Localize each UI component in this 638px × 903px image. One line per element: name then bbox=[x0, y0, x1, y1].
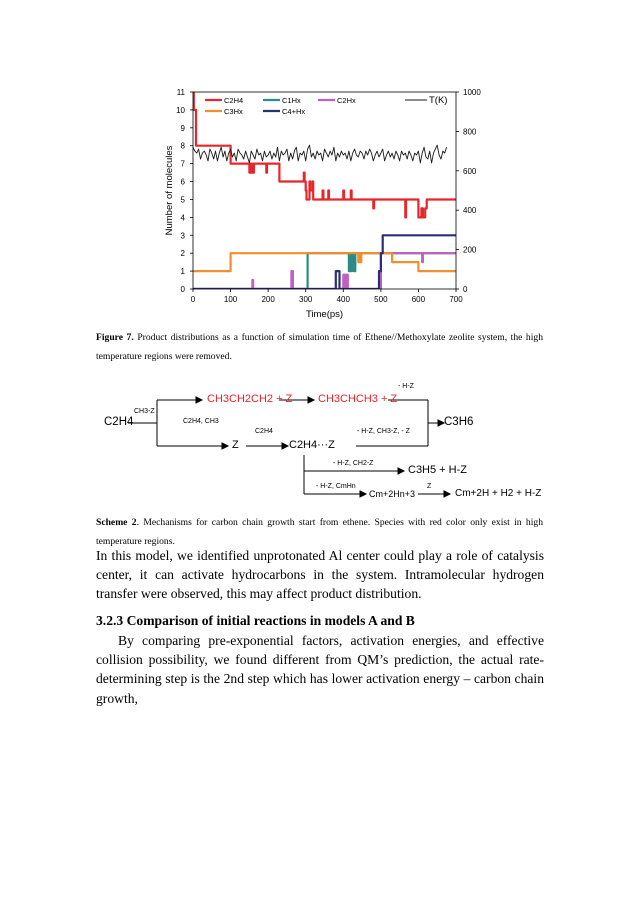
scheme-reactant: C2H4 bbox=[104, 416, 134, 428]
scheme-c2h4-label: C2H4 bbox=[255, 428, 273, 435]
paragraph-comparison: By comparing pre-exponential factors, activation energies, and effective collision possibility, we found different from QM’s prediction, the actual rate-determining step is the 2nd step which has lower activation energy – carbon chain growth, bbox=[96, 633, 544, 706]
scheme-branch2-label: - H-Z, CmHn bbox=[316, 483, 356, 490]
y2-tick-label: 0 bbox=[463, 285, 468, 294]
scheme-h-z-label: - H-Z bbox=[398, 383, 414, 390]
x-tick-label: 600 bbox=[411, 295, 426, 304]
x-tick-label: 700 bbox=[449, 295, 463, 304]
legend-label: C2H4 bbox=[224, 96, 244, 105]
scheme-ch3z-label: CH3-Z bbox=[134, 408, 155, 415]
y-tick-label: 5 bbox=[180, 195, 185, 205]
scheme-top-left-species: CH3CH2CH2 + Z bbox=[207, 393, 293, 405]
x-axis-label: Time(ps) bbox=[305, 309, 344, 320]
y2-tick-label: 400 bbox=[463, 206, 477, 216]
scheme-z: Z bbox=[232, 439, 239, 451]
y-tick-label: 0 bbox=[180, 285, 185, 294]
legend-label: C4+Hx bbox=[282, 107, 306, 116]
scheme-c2h4-ch3-label: C2H4, CH3 bbox=[183, 418, 219, 425]
x-tick-label: 200 bbox=[261, 295, 275, 304]
y-tick-label: 9 bbox=[180, 123, 185, 133]
y-axis-label: Number of molecules bbox=[164, 145, 175, 236]
scheme-branch1-label: - H-Z, CH2-Z bbox=[333, 460, 374, 467]
x-tick-label: 300 bbox=[299, 295, 313, 304]
y2-tick-label: 200 bbox=[463, 245, 477, 255]
scheme-branch2-z: Z bbox=[427, 483, 432, 490]
y2-tick-label: 800 bbox=[463, 127, 477, 137]
scheme-branch1-product: C3H5 + H-Z bbox=[408, 464, 467, 476]
y2-tick-label: 600 bbox=[463, 166, 477, 176]
scheme-top-right-species: CH3CHCH3 + Z bbox=[318, 393, 398, 405]
figure-label: Figure 7. bbox=[96, 332, 134, 343]
y-tick-label: 2 bbox=[180, 249, 185, 259]
scheme-complex: C2H4···Z bbox=[289, 439, 335, 451]
y-tick-label: 6 bbox=[180, 177, 185, 187]
scheme-caption-text: . Mechanisms for carbon chain growth start from ethene. Species with red color only exist in high temperature regions. bbox=[96, 517, 543, 547]
y-tick-label: 10 bbox=[176, 105, 185, 115]
section-heading: 3.2.3 Comparison of initial reactions in models A and B bbox=[96, 613, 415, 628]
scheme-elimination-label: - H-Z, CH3-Z, - Z bbox=[357, 428, 410, 435]
y2-tick-label: 1000 bbox=[463, 88, 481, 97]
legend-label: C3Hx bbox=[224, 107, 243, 116]
paragraph-catalysis: In this model, we identified unprotonated Al center could play a role of catalysis center, it can activate hydrocarbons in the system. Intramolecular hydrogen transfer were observed, this may affect product distribution. bbox=[96, 548, 544, 602]
scheme-label: Scheme 2 bbox=[96, 517, 137, 528]
legend-label: C2Hx bbox=[337, 96, 356, 105]
legend-label: C1Hx bbox=[282, 96, 301, 105]
scheme-branch2-product: Cm+2H + H2 + H-Z bbox=[455, 488, 542, 499]
y-tick-label: 3 bbox=[180, 231, 185, 241]
y-tick-label: 4 bbox=[180, 213, 185, 223]
x-tick-label: 500 bbox=[374, 295, 388, 304]
scheme-product-c3h6: C3H6 bbox=[444, 416, 474, 428]
legend-label: T(K) bbox=[429, 95, 448, 106]
y-tick-label: 7 bbox=[180, 159, 185, 169]
y-tick-label: 1 bbox=[180, 267, 185, 277]
y-tick-label: 8 bbox=[180, 141, 185, 151]
x-tick-label: 400 bbox=[336, 295, 350, 304]
y-tick-label: 11 bbox=[176, 88, 185, 97]
x-tick-label: 100 bbox=[223, 295, 238, 304]
figure-caption-text: Product distributions as a function of simulation time of Ethene//Methoxylate zeolite system, the high temperature regions were removed. bbox=[96, 332, 543, 362]
x-tick-label: 0 bbox=[190, 295, 196, 304]
scheme-branch2-mid: Cm+2Hn+3 bbox=[369, 489, 416, 499]
